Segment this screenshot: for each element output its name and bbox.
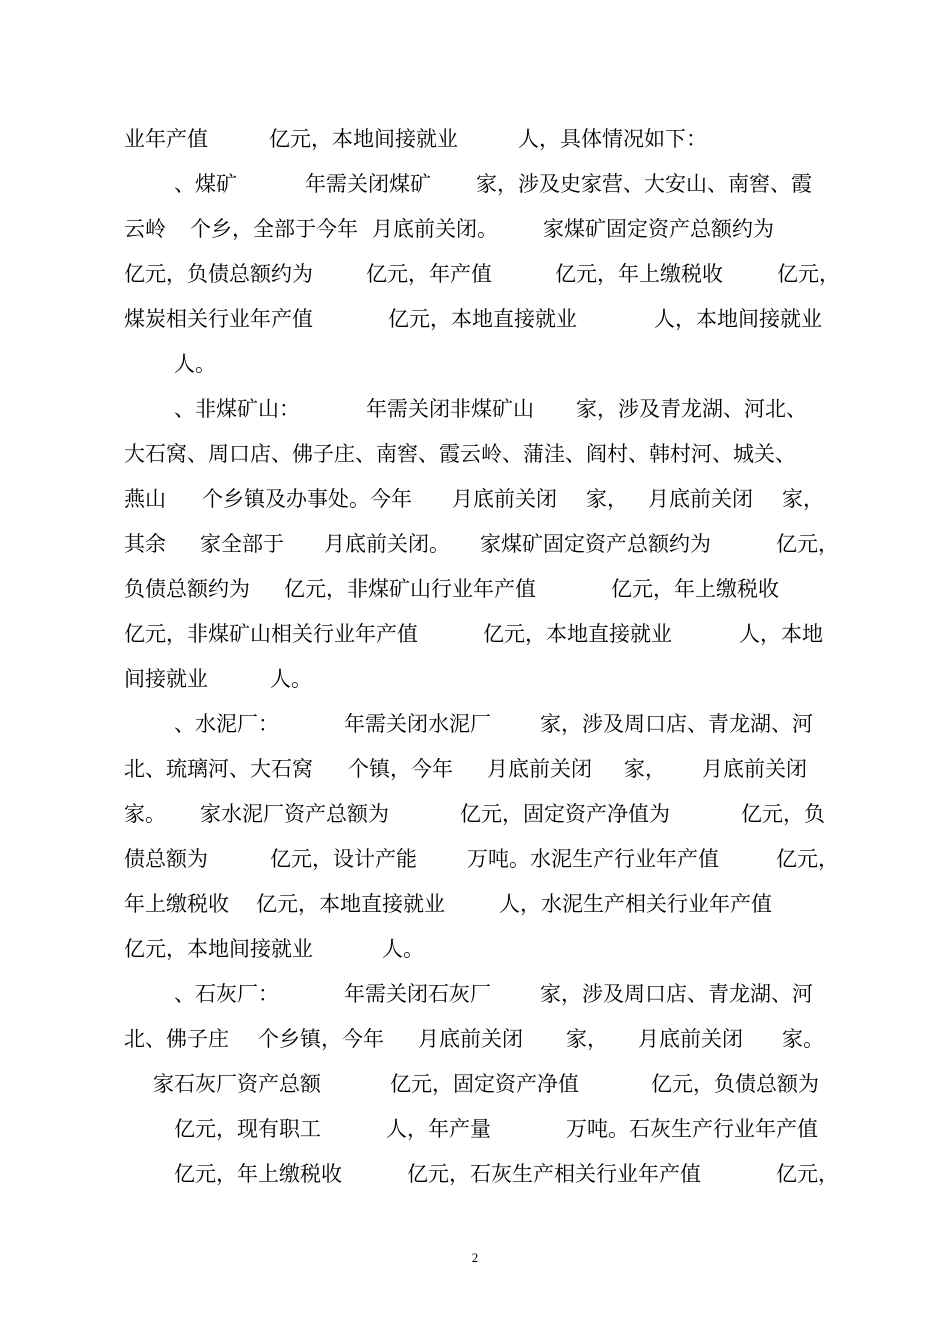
text-line xyxy=(0,1159,839,1189)
text-run: 亿元， xyxy=(776,532,839,556)
text-run: 间接就业 xyxy=(124,667,208,691)
text-run: 、煤矿 xyxy=(174,172,237,196)
text-line xyxy=(0,259,840,289)
text-run: 亿元，年上缴税收 xyxy=(174,1162,342,1186)
text-line xyxy=(0,529,839,559)
text-line xyxy=(0,619,823,649)
text-run: 月底前关闭 xyxy=(487,757,592,781)
text-run: 万吨。石灰生产行业年产值 xyxy=(566,1117,818,1141)
text-line xyxy=(0,934,424,964)
text-run: 月底前关闭 xyxy=(702,757,807,781)
page-number: 2 xyxy=(471,1250,479,1265)
text-run: 年需关闭水泥厂 xyxy=(344,712,491,736)
text-line xyxy=(0,439,796,469)
text-run: 、水泥厂： xyxy=(174,712,279,736)
text-run: 家，涉及青龙湖、河北、 xyxy=(576,397,807,421)
text-run: 月底前关闭。 xyxy=(324,532,450,556)
text-run: 年上缴税收 xyxy=(124,892,229,916)
text-line xyxy=(0,574,779,604)
text-run: 、石灰厂： xyxy=(174,982,279,1006)
text-run: 亿元，非煤矿山相关行业年产值 xyxy=(124,622,418,646)
text-run: 人，本地 xyxy=(739,622,823,646)
text-line xyxy=(0,1114,818,1144)
text-line xyxy=(0,844,839,874)
text-run: 家， xyxy=(586,487,628,511)
text-run: 人。 xyxy=(174,352,216,376)
text-run: 亿元， xyxy=(776,847,839,871)
text-run: 亿元，石灰生产相关行业年产值 xyxy=(407,1162,701,1186)
text-run: 年需关闭石灰厂 xyxy=(344,982,491,1006)
text-run: 亿元，负 xyxy=(741,802,825,826)
text-run: 亿元，本地间接就业 xyxy=(124,937,313,961)
text-run: 家全部于 xyxy=(200,532,284,556)
text-run: 人。 xyxy=(382,937,424,961)
text-run: 煤炭相关行业年产值 xyxy=(124,307,313,331)
text-run: 家，涉及史家营、大安山、南窖、霞 xyxy=(476,172,812,196)
text-run: 月底前关闭 xyxy=(452,487,557,511)
text-run: 月底前关闭 xyxy=(638,1027,743,1051)
text-run: 亿元，固定资产净值为 xyxy=(460,802,670,826)
text-run: 北、佛子庄 xyxy=(124,1027,229,1051)
text-run: 亿元，年上缴税收 xyxy=(611,577,779,601)
text-run: 北、琉璃河、大石窝 xyxy=(124,757,313,781)
text-run: 亿元，本地直接就业 xyxy=(388,307,577,331)
text-run: 家。 xyxy=(124,802,166,826)
text-line xyxy=(0,484,824,514)
text-line xyxy=(0,709,813,739)
text-run: 家， xyxy=(624,757,666,781)
text-line xyxy=(0,349,216,379)
text-line xyxy=(0,979,813,1009)
text-run: 万吨。水泥生产行业年产值 xyxy=(467,847,719,871)
text-run: 亿元，本地间接就业 xyxy=(269,127,458,151)
text-run: 人。 xyxy=(270,667,312,691)
text-run: 亿元，现有职工 xyxy=(174,1117,321,1141)
text-line xyxy=(0,1069,819,1099)
text-run: 大石窝、周口店、佛子庄、南窖、霞云岭、蒲洼、阎村、韩村河、城关、 xyxy=(124,442,796,466)
text-line xyxy=(0,754,807,784)
text-run: 亿元，负债总额约为 xyxy=(124,262,313,286)
text-run: 亿元，本地直接就业 xyxy=(483,622,672,646)
text-run: 家煤矿固定资产总额约为 xyxy=(480,532,711,556)
text-run: 家。 xyxy=(782,1027,824,1051)
text-line xyxy=(0,304,822,334)
text-run: 业年产值 xyxy=(124,127,208,151)
text-line xyxy=(0,124,707,154)
text-run: 个乡镇及办事处。今年 xyxy=(202,487,412,511)
text-run: 债总额为 xyxy=(124,847,208,871)
text-run: 亿元， xyxy=(777,262,840,286)
text-line xyxy=(0,664,312,694)
text-run: 燕山 xyxy=(124,487,166,511)
text-line xyxy=(0,1024,824,1054)
text-run: 月底前关闭 xyxy=(418,1027,523,1051)
text-run: 、非煤矿山： xyxy=(174,397,300,421)
text-line xyxy=(0,889,772,919)
text-run: 家煤矿固定资产总额约为 xyxy=(543,217,774,241)
text-line xyxy=(0,394,807,424)
text-run: 亿元，设计产能 xyxy=(270,847,417,871)
text-run: 亿元，负债总额为 xyxy=(651,1072,819,1096)
text-run: 负债总额约为 xyxy=(124,577,250,601)
text-run: 其余 xyxy=(124,532,166,556)
text-line xyxy=(0,799,825,829)
text-run: 亿元， xyxy=(776,1162,839,1186)
text-run: 亿元，非煤矿山行业年产值 xyxy=(284,577,536,601)
text-run: 月底前关闭 xyxy=(648,487,753,511)
text-run: 亿元，年上缴税收 xyxy=(555,262,723,286)
text-run: 月底前关闭。 xyxy=(372,217,498,241)
text-run: 年需关闭非煤矿山 xyxy=(366,397,534,421)
text-line xyxy=(0,214,774,244)
text-run: 人，年产量 xyxy=(386,1117,491,1141)
text-run: 亿元，年产值 xyxy=(366,262,492,286)
text-run: 个乡，全部于今年 xyxy=(190,217,358,241)
text-line xyxy=(0,169,812,199)
text-run: 家， xyxy=(566,1027,608,1051)
text-run: 人，具体情况如下： xyxy=(518,127,707,151)
text-run: 家，涉及周口店、青龙湖、河 xyxy=(540,712,813,736)
text-run: 人，本地间接就业 xyxy=(654,307,822,331)
text-run: 人，水泥生产相关行业年产值 xyxy=(499,892,772,916)
text-run: 年需关闭煤矿 xyxy=(305,172,431,196)
text-run: 亿元，本地直接就业 xyxy=(256,892,445,916)
text-run: 个镇，今年 xyxy=(348,757,453,781)
text-run: 家，涉及周口店、青龙湖、河 xyxy=(540,982,813,1006)
text-run: 云岭 xyxy=(124,217,166,241)
text-run: 亿元，固定资产净值 xyxy=(390,1072,579,1096)
text-run: 家水泥厂资产总额为 xyxy=(200,802,389,826)
text-run: 家， xyxy=(782,487,824,511)
text-run: 家石灰厂资产总额 xyxy=(153,1072,321,1096)
text-run: 个乡镇，今年 xyxy=(258,1027,384,1051)
